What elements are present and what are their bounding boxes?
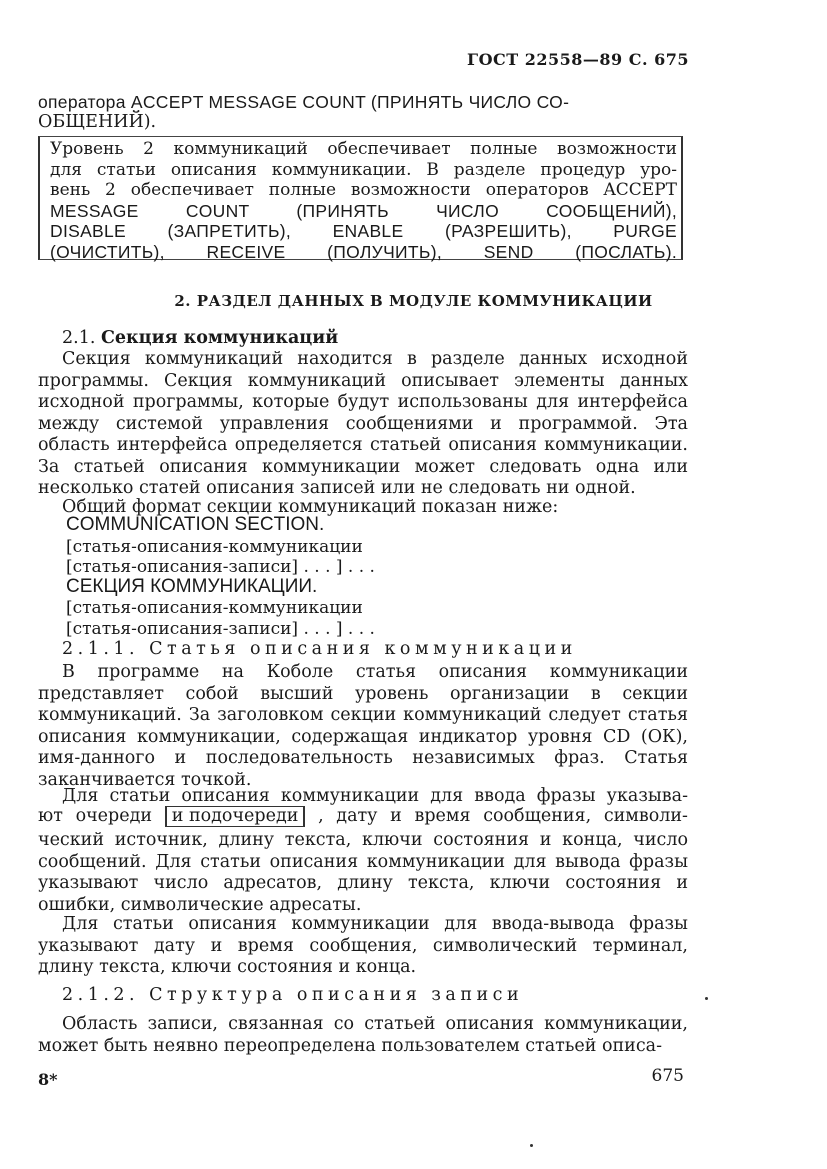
boxed-note-line: DISABLE (ЗАПРЕТИТЬ), ENABLE (РАЗРЕШИТЬ), PURGE xyxy=(50,221,677,241)
paragraph-4-line-1: Для статьи описания коммуникации для ввода фразы указыва- xyxy=(62,786,688,806)
subsection-number: 2.1. xyxy=(62,328,96,348)
paragraph-1: Секция коммуникаций находится в разделе данных исходной программы. Секция коммуникаций описывает элементы данных исходной программы, которые будут использованы для интерфейса между системой управления сообщениями и программой. Эта область интерфейса определяется статьей описания коммуникации. За статьей описания коммуникации может следовать одна или несколько статей описания записей или не следовать ни одной. xyxy=(38,349,688,498)
optional-phrase-box: и подочереди xyxy=(165,806,306,827)
intro-line-2: ОБЩЕНИЙ). xyxy=(38,112,157,132)
paragraph-2: Общий формат секции коммуникаций показан ниже: xyxy=(62,497,559,517)
subsection-2-1-2-title: 2.1.2. Структура описания записи xyxy=(62,985,524,1005)
paragraph-6: Область записи, связанная со статьей описания коммуникации, может быть неявно переопределена пользователем статьей описа- xyxy=(38,1014,688,1056)
subsection-heading xyxy=(62,328,338,348)
footer-signature: 8* xyxy=(38,1070,58,1089)
boxed-note-line: для статьи описания коммуникации. В разделе процедур уро- xyxy=(50,159,677,180)
paragraph-4-pre: ют очереди xyxy=(38,806,153,826)
print-speck xyxy=(705,997,708,1000)
paragraph-5: Для статьи описания коммуникации для ввода-вывода фразы указывают дату и время сообщения, символический терминал, длину текста, ключи состояния и конца. xyxy=(38,914,688,977)
format-line: [статья-описания-коммуникации xyxy=(66,598,363,618)
format-line: COMMUNICATION SECTION. xyxy=(66,514,325,535)
format-line: [статья-описания-коммуникации xyxy=(66,537,363,557)
running-head: ГОСТ 22558—89 С. 675 xyxy=(467,50,689,69)
boxed-note-line: (ОЧИСТИТЬ), RECEIVE (ПОЛУЧИТЬ), SEND (ПОСЛАТЬ). xyxy=(50,241,677,262)
boxed-note xyxy=(38,136,683,260)
paragraph-4-rest: ческий источник, длину текста, ключи состояния и конца, число сообщений. Для статьи описания коммуникации для вывода фразы указывают число адресатов, длину текста, ключи состояния и ошибки, символические адресаты. xyxy=(38,830,688,915)
boxed-note-line: MESSAGE COUNT (ПРИНЯТЬ ЧИСЛО СООБЩЕНИЙ), xyxy=(50,200,677,221)
boxed-note-line: Уровень 2 коммуникаций обеспечивает полные возможности xyxy=(50,139,677,159)
format-line: [статья-описания-записи] . . . ] . . . xyxy=(66,557,375,577)
intro-line-1-text: оператора ACCEPT MESSAGE COUNT (ПРИНЯТЬ ЧИСЛО СО- xyxy=(38,92,570,112)
subsection-2-1-1-title: 2.1.1. Статья описания коммуникации xyxy=(62,639,577,659)
print-speck xyxy=(530,1144,533,1147)
format-line: [статья-описания-записи] . . . ] . . . xyxy=(66,619,375,639)
format-line: СЕКЦИЯ КОММУНИКАЦИИ. xyxy=(66,576,318,597)
paragraph-3: В программе на Коболе статья описания коммуникации представляет собой высший уровень организации в секции коммуникаций. За заголовком секции коммуникаций следует статья описания коммуникации, содержащая индикатор уровня CD (ОК), имя-данного и последовательность независимых фраз. Статья заканчивается точкой. xyxy=(38,662,688,790)
boxed-note-line: вень 2 обеспечивает полные возможности операторов ACCEPT xyxy=(50,180,677,200)
paragraph-4-line-2 xyxy=(38,806,688,828)
subsection-title: Секция коммуникаций xyxy=(100,328,339,348)
page-number: 675 xyxy=(651,1066,684,1086)
paragraph-4-post: , дату и время сообщения, символи- xyxy=(318,806,688,826)
section-title: 2. РАЗДЕЛ ДАННЫХ В МОДУЛЕ КОММУНИКАЦИИ xyxy=(174,292,653,310)
